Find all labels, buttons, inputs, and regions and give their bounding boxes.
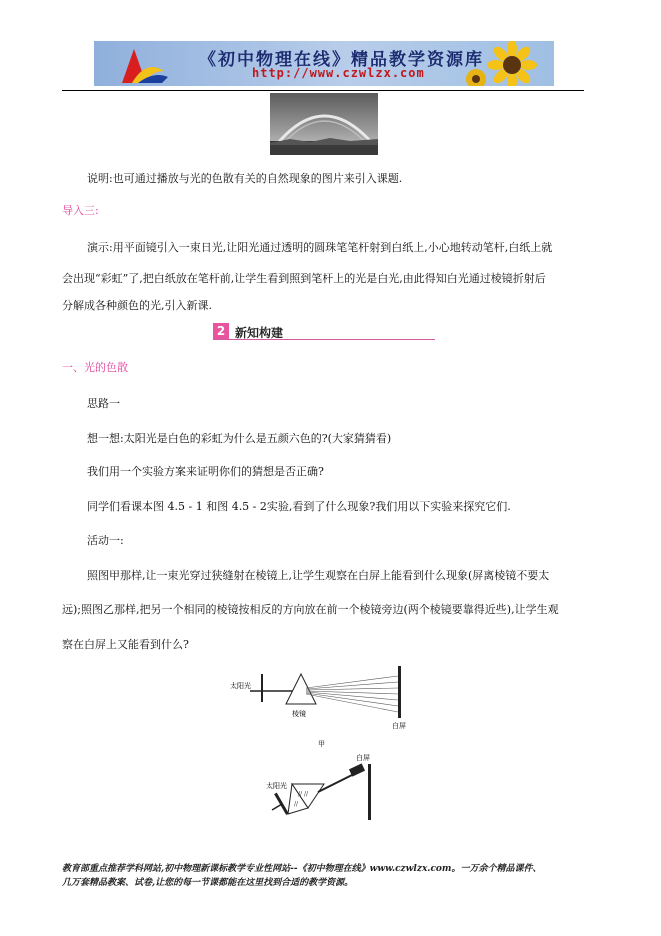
question-2: 我们用一个实验方案来证明你们的猜想是否正确?: [87, 465, 324, 478]
activity-label: 活动一:: [87, 534, 124, 547]
footer: [62, 862, 602, 890]
demo-line-3: 分解成各种颜色的光,引入新课.: [62, 299, 212, 312]
fig2-exit-beam: [318, 774, 354, 792]
banner-url: http://www.czwlzx.com: [252, 66, 425, 80]
idea-label: 思路一: [87, 397, 120, 410]
section-title: 新知构建: [235, 326, 284, 340]
figure-2-double-prism: [262, 752, 392, 832]
fig2-prism-pair: [288, 784, 324, 814]
fig2-sunlight-label: 太阳光: [266, 782, 287, 790]
fig1-prism-label: 棱镜: [292, 710, 306, 718]
section-number: 2: [213, 323, 229, 339]
fig1-sunlight-label: 太阳光: [230, 682, 251, 690]
activity-line-3: 察在白屏上又能看到什么?: [62, 638, 189, 651]
banner-title: 《初中物理在线》精品教学资源库: [199, 50, 484, 70]
activity-line-1: 照图甲那样,让一束光穿过狭缝射在棱镜上,让学生观察在白屏上能看到什么现象(屏离棱镜不要太: [87, 569, 550, 582]
footer-line-2: 几万套精品教案、试卷,让您的每一节课都能在这里找到合适的教学资源。: [62, 878, 354, 888]
fig1-screen-label: 白屏: [392, 722, 406, 730]
activity-line-2: 远);照图乙那样,把另一个相同的棱镜按相反的方向放在前一个棱镜旁边(两个棱镜要靠得近些),让学生观: [62, 603, 559, 616]
section-header: [213, 323, 435, 340]
fig1-screen: [398, 666, 401, 718]
part-heading: 一、光的色散: [62, 361, 128, 374]
svg-text://: //: [294, 801, 299, 808]
note-paragraph: 说明:也可通过播放与光的色散有关的自然现象的图片来引入课题.: [87, 172, 403, 185]
header-banner: [94, 41, 554, 86]
fig2-slit: [274, 793, 289, 815]
fig1-prism: [286, 674, 316, 704]
intro-heading: 导入三:: [62, 204, 99, 217]
fig2-screen-label: 白屏: [356, 754, 370, 762]
demo-line-1: 演示:用平面镜引入一束日光,让阳光通过透明的圆珠笔笔杆射到白纸上,小心地转动笔杆,白纸上就: [87, 241, 553, 254]
demo-line-2: 会出现“彩虹”了,把白纸放在笔杆前,让学生看到照到笔杆上的光是白光,由此得知白光通过棱镜折射后: [62, 272, 546, 285]
fig1-slit: [261, 674, 263, 702]
fig1-caption: 甲: [318, 740, 325, 748]
question-3: 同学们看课本图 4.5 - 1 和图 4.5 - 2实验,看到了什么现象?我们用以下实验来探究它们.: [87, 500, 511, 513]
fig1-spectrum-rays: [306, 676, 398, 712]
figure-1-prism-dispersion: [230, 660, 420, 750]
question-1: 想一想:太阳光是白色的彩虹为什么是五颜六色的?(大家猜猜看): [87, 432, 392, 445]
footer-line-1: 教育部重点推荐学科网站,初中物理新课标教学专业性网站--《初中物理在线》www.czwlzx.com。一万余个精品课件、: [62, 864, 542, 874]
fig2-screen: [368, 764, 371, 820]
rainbow-photo: [270, 93, 378, 155]
svg-text:// //: // //: [298, 791, 308, 798]
header-rule: [62, 90, 584, 91]
